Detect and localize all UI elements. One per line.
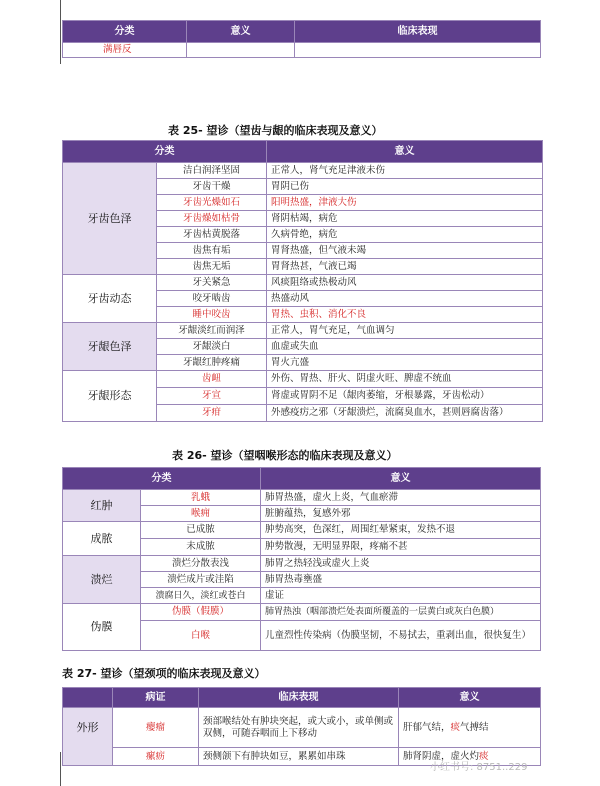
table-cell: 喉痈 [141, 506, 261, 522]
table-cell: 牙关紧急 [157, 275, 267, 291]
page-margin-line [60, 0, 61, 64]
category-cell: 牙龈形态 [63, 371, 157, 422]
table-cell: 瘿瘤 [113, 708, 199, 748]
category-cell: 外形 [63, 708, 113, 766]
category-cell: 牙龈色泽 [63, 323, 157, 371]
table-cell: 肺胃之热轻浅或虚火上炎 [261, 556, 541, 572]
table-cell: 齿焦无垢 [157, 259, 267, 275]
col-header: 意义 [267, 141, 543, 163]
table-cell: 胃热、虫积、消化不良 [267, 307, 543, 323]
col-header: 分类 [63, 21, 187, 43]
table-cell: 正常人，胃气充足，气血调匀 [267, 323, 543, 339]
table-cell: 瘰疬 [113, 748, 199, 766]
category-cell: 伪膜 [63, 604, 141, 651]
table-cell: 胃阴已伤 [267, 179, 543, 195]
table-cell: 阳明热盛，津液大伤 [267, 195, 543, 211]
table-cell: 睡中咬齿 [157, 307, 267, 323]
table-cell: 牙齿光燥如石 [157, 195, 267, 211]
page-margin-line [60, 752, 61, 786]
category-cell: 牙齿色泽 [63, 163, 157, 275]
table-cell: 颈部喉结处有肿块突起，或大或小，或单侧或双侧，可随吞咽而上下移动 [199, 708, 399, 748]
table-cell: 颈侧颌下有肿块如豆，累累如串珠 [199, 748, 399, 766]
table-cell [187, 43, 295, 58]
table-cell: 牙龈淡白 [157, 339, 267, 355]
col-header: 临床表现 [295, 21, 541, 43]
table-25-title: 表 25- 望诊（望齿与龈的临床表现及意义） [168, 124, 383, 137]
col-header: 意义 [187, 21, 295, 43]
table-cell: 肿势高突，色深红，周围红晕紧束，发热不退 [261, 522, 541, 539]
table-cell: 未成脓 [141, 539, 261, 556]
table-cell-meaning [399, 708, 541, 748]
category-cell: 成脓 [63, 522, 141, 556]
table-cell: 外伤、胃热、肝火、阴虚火旺、脾虚不统血 [267, 371, 543, 388]
table-cell: 牙齿燥如枯骨 [157, 211, 267, 227]
table-cell: 肺胃热浊（咽部溃烂处表面所覆盖的一层黄白或灰白色膜） [261, 604, 541, 621]
table-cell: 脏腑蕴热，复感外邪 [261, 506, 541, 522]
meaning-highlight: 痰 [479, 750, 489, 762]
table-cell: 胃肾热盛，但气液未竭 [267, 243, 543, 259]
table-cell: 儿童烈性传染病（伪膜坚韧，不易拭去，重剥出血，很快复生） [261, 621, 541, 651]
col-header: 意义 [399, 688, 541, 708]
col-header: 分类 [63, 141, 267, 163]
table-27-title: 表 27- 望诊（望颈项的临床表现及意义） [62, 667, 266, 680]
table-cell: 肾虚或胃阴不足（龈肉萎缩，牙根暴露，牙齿松动） [267, 388, 543, 405]
table-cell: 洁白润泽坚固 [157, 163, 267, 179]
table-cell: 齿焦有垢 [157, 243, 267, 259]
table-cell: 牙齿干燥 [157, 179, 267, 195]
table-cell: 乳蛾 [141, 490, 261, 506]
table-27 [62, 687, 541, 766]
category-cell: 溃烂 [63, 556, 141, 604]
col-header: 分类 [63, 468, 261, 490]
col-header: 临床表现 [199, 688, 399, 708]
table-cell: 满唇反 [63, 43, 187, 58]
table-cell: 牙疳 [157, 405, 267, 422]
table-cell: 胃肾热甚，气液已竭 [267, 259, 543, 275]
table-cell: 肺胃热盛，虚火上炎，气血瘀滞 [261, 490, 541, 506]
col-header: 意义 [261, 468, 541, 490]
table-cell: 牙齿枯黄脱落 [157, 227, 267, 243]
col-header: 病证 [113, 688, 199, 708]
table-cell: 久病骨绝，病危 [267, 227, 543, 243]
table-cell [295, 43, 541, 58]
table-cell: 热盛动风 [267, 291, 543, 307]
table-cell: 咬牙啮齿 [157, 291, 267, 307]
table-cell: 牙宣 [157, 388, 267, 405]
table-cell: 齿衄 [157, 371, 267, 388]
table-cell: 白喉 [141, 621, 261, 651]
meaning-text: 肝郁气结， [403, 721, 451, 733]
table-cell: 风痰阻络或热极动风 [267, 275, 543, 291]
table-25 [62, 140, 543, 422]
meaning-text: 肺肾阴虚，虚火灼 [403, 750, 480, 762]
meaning-highlight: 痰 [450, 721, 461, 733]
table-cell: 胃火亢盛 [267, 355, 543, 371]
table-26-title: 表 26- 望诊（望咽喉形态的临床表现及意义） [172, 449, 398, 462]
category-cell: 红肿 [63, 490, 141, 522]
table-cell: 肾阴枯竭，病危 [267, 211, 543, 227]
table-cell: 虚证 [261, 588, 541, 604]
table-cell: 溃烂分散表浅 [141, 556, 261, 572]
table-cell: 正常人，肾气充足津液未伤 [267, 163, 543, 179]
table-cell: 肿势散漫，无明显界限，疼痛不甚 [261, 539, 541, 556]
table-26 [62, 467, 541, 651]
table-cell: 溃烂成片或洼陷 [141, 572, 261, 588]
watermark: 小红书号: 8751..229 [430, 762, 528, 773]
table-24-continued [62, 20, 541, 58]
table-cell: 牙龈淡红而润泽 [157, 323, 267, 339]
table-cell: 伪膜（假膜） [141, 604, 261, 621]
table-cell: 溃腐日久，淡红或苍白 [141, 588, 261, 604]
table-cell: 肺胃热毒壅盛 [261, 572, 541, 588]
table-cell: 血虚或失血 [267, 339, 543, 355]
table-cell: 外感疫疠之邪（牙龈溃烂，流腐臭血水，甚则唇腐齿落） [267, 405, 543, 422]
table-cell: 牙龈红肿疼痛 [157, 355, 267, 371]
meaning-text: 气搏结 [460, 721, 489, 733]
category-cell: 牙齿动态 [63, 275, 157, 323]
table-cell: 已成脓 [141, 522, 261, 539]
col-header-blank [63, 688, 113, 708]
